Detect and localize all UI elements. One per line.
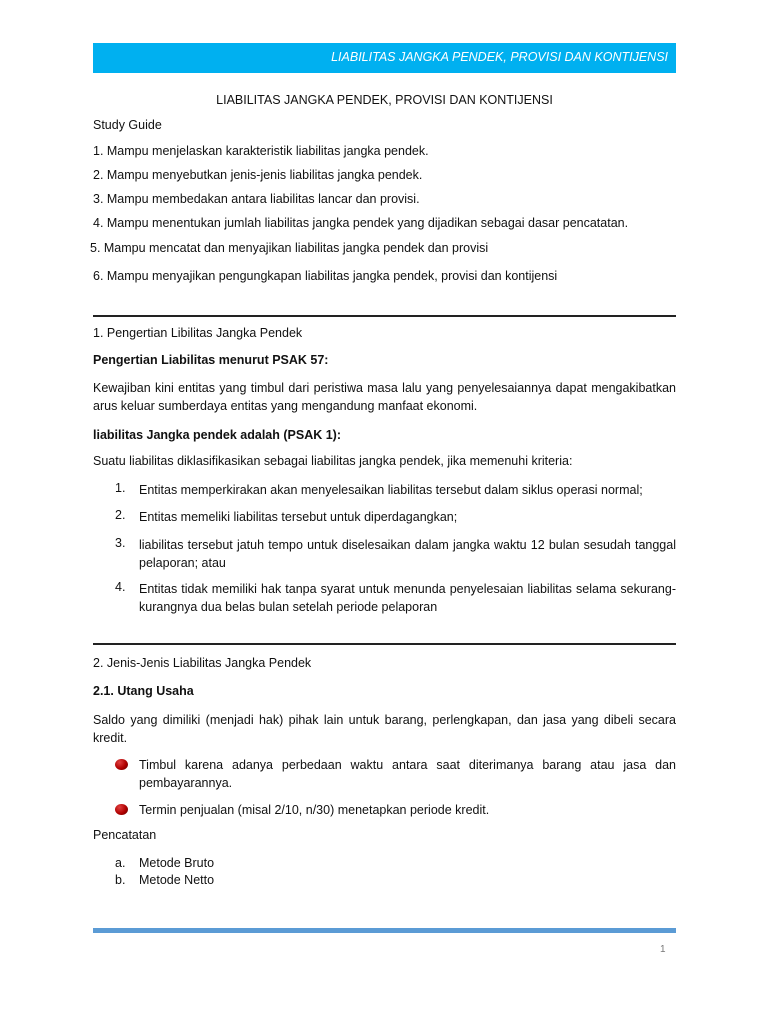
section-divider-2	[93, 643, 676, 645]
method-label: b.	[115, 873, 126, 887]
running-header-title: LIABILITAS JANGKA PENDEK, PROVISI DAN KONTIJENSI	[331, 50, 668, 64]
criteria-intro: Suatu liabilitas diklasifikasikan sebagai liabilitas jangka pendek, jika memenuhi kriteria:	[93, 454, 573, 468]
criteria-item: Entitas memeliki liabilitas tersebut untuk diperdagangkan;	[139, 510, 458, 524]
criteria-number: 4.	[115, 580, 126, 594]
psak57-heading: Pengertian Liabilitas menurut PSAK 57:	[93, 353, 329, 367]
utang-usaha-definition: Saldo yang dimiliki (menjadi hak) pihak lain untuk barang, perlengkapan, dan jasa yang dibeli secara kredit.	[93, 713, 676, 745]
study-guide-item-4: 4. Mampu menentukan jumlah liabilitas jangka pendek yang dijadikan sebagai dasar pencatatan.	[93, 216, 629, 230]
criteria-number: 1.	[115, 481, 126, 495]
method-label: a.	[115, 856, 126, 870]
document-title: LIABILITAS JANGKA PENDEK, PROVISI DAN KONTIJENSI	[216, 93, 553, 107]
footer-bar	[93, 928, 676, 933]
page-number: 1	[660, 944, 666, 955]
method-item: Metode Bruto	[139, 856, 215, 870]
criteria-number: 3.	[115, 536, 126, 550]
red-bullet-icon	[115, 804, 128, 815]
section2-heading: 2. Jenis-Jenis Liabilitas Jangka Pendek	[93, 656, 312, 670]
red-bullet-icon	[115, 759, 128, 770]
section1-heading: 1. Pengertian Libilitas Jangka Pendek	[93, 326, 303, 340]
criteria-item: Entitas memperkirakan akan menyelesaikan liabilitas tersebut dalam siklus operasi normal;	[139, 483, 643, 497]
subsection-heading-utang-usaha: 2.1. Utang Usaha	[93, 684, 194, 698]
psak57-definition: Kewajiban kini entitas yang timbul dari peristiwa masa lalu yang penyelesaiannya dapat mengakibatkan arus keluar sumberdaya entitas yang mengandung manfaat ekonomi.	[93, 381, 676, 413]
study-guide-item-5: 5. Mampu mencatat dan menyajikan liabilitas jangka pendek dan provisi	[90, 241, 489, 255]
study-guide-item-6: 6. Mampu menyajikan pengungkapan liabilitas jangka pendek, provisi dan kontijensi	[93, 269, 558, 283]
study-guide-item-2: 2. Mampu menyebutkan jenis-jenis liabilitas jangka pendek.	[93, 168, 423, 182]
bullet-item: Termin penjualan (misal 2/10, n/30) menetapkan periode kredit.	[139, 803, 490, 817]
header-bar	[93, 43, 676, 73]
criteria-item: Entitas tidak memiliki hak tanpa syarat untuk menunda penyelesaian liabilitas selama sekurang-kurangnya dua belas bulan setelah periode pelaporan	[139, 582, 676, 614]
method-item: Metode Netto	[139, 873, 215, 887]
criteria-item: liabilitas tersebut jatuh tempo untuk diselesaikan dalam jangka waktu 12 bulan sesudah tanggal pelaporan; atau	[139, 538, 676, 570]
study-guide-item-1: 1. Mampu menjelaskan karakteristik liabilitas jangka pendek.	[93, 144, 429, 158]
section-divider-1	[93, 315, 676, 317]
bullet-item: Timbul karena adanya perbedaan waktu antara saat diterimanya barang atau jasa dan pembayarannya.	[139, 758, 676, 790]
study-guide-heading: Study Guide	[93, 118, 162, 132]
criteria-number: 2.	[115, 508, 126, 522]
pencatatan-heading: Pencatatan	[93, 828, 157, 842]
psak1-heading: liabilitas Jangka pendek adalah (PSAK 1):	[93, 428, 341, 442]
study-guide-item-3: 3. Mampu membedakan antara liabilitas lancar dan provisi.	[93, 192, 420, 206]
